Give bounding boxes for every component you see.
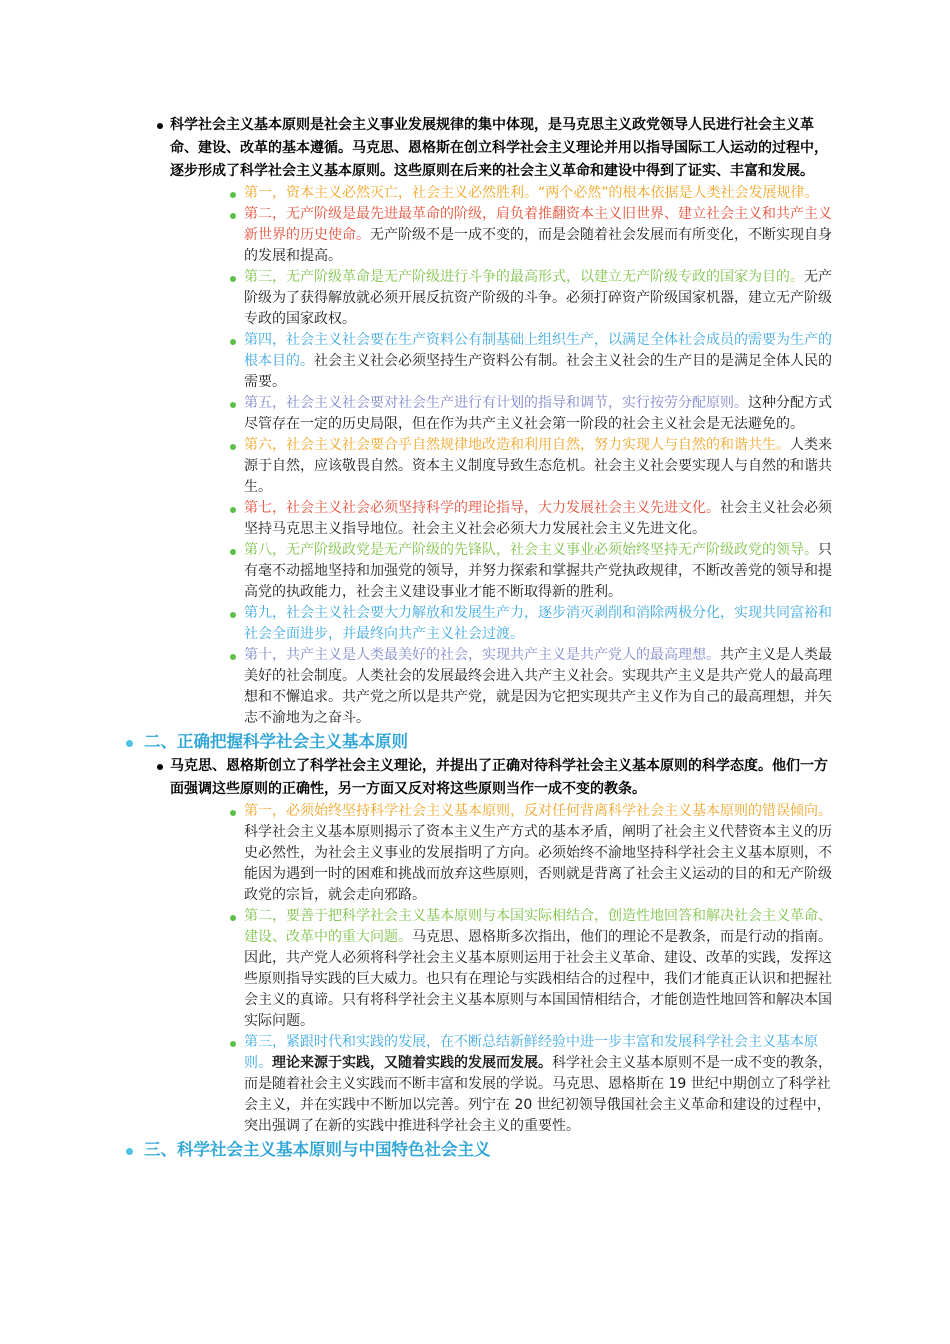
bullet-icon [157,764,163,770]
bullet-icon [230,654,236,660]
section-2-heading-item [124,729,836,755]
bullet-icon [230,1041,236,1047]
principle-text: 无产阶级为了获得解放就必须开展反抗资产阶级的斗争。必须打碎资产阶级国家机器，建立无产阶级专政的国家政权。 [244,269,832,327]
bullet-icon [230,402,236,408]
section-2-statement: 马克思、恩格斯创立了科学社会主义理论，并提出了正确对待科学社会主义基本原则的科学态度。他们一方面强调这些原则的正确性，另一方面又反对将这些原则当作一成不变的教条。 [170,758,828,797]
principle-item [170,540,836,603]
section-1-list [124,114,836,729]
attitude-lead: 第一，必须始终坚持科学社会主义基本原则，反对任何背离科学社会主义基本原则的错误倾向。 [244,803,832,819]
section-2-list [124,729,836,1137]
attitude-item [170,801,836,906]
section-3-heading-item [124,1137,836,1163]
attitude-list [170,801,836,1137]
bullet-icon [230,213,236,219]
principle-item [170,204,836,267]
principle-lead: 第四，社会主义社会要在生产资料公有制基础上组织生产，以满足全体社会成员的需要为生产的根本目的。 [244,332,832,369]
principle-item [170,603,836,645]
attitude-item [170,906,836,1032]
bullet-icon [126,740,133,747]
principle-text: 无产阶级不是一成不变的，而是会随着社会发展而有所变化，不断实现自身的发展和提高。 [244,227,832,264]
principle-text: 这种分配方式尽管存在一定的历史局限，但在作为共产主义社会第一阶段的社会主义社会是无法避免的。 [244,395,832,432]
bullet-icon [230,507,236,513]
principle-item [170,393,836,435]
principle-item [170,435,836,498]
attitude-lead: 第二，要善于把科学社会主义基本原则与本国实际相结合，创造性地回答和解决社会主义革命、建设、改革中的重大问题。 [244,908,832,945]
principle-item [170,498,836,540]
bullet-icon [230,444,236,450]
principle-lead: 第八，无产阶级政党是无产阶级的先锋队，社会主义事业必须始终坚持无产阶级政党的领导。 [244,542,818,558]
bullet-icon [230,915,236,921]
principle-lead: 第一，资本主义必然灭亡，社会主义必然胜利。“两个必然”的根本依据是人类社会发展规律。 [244,185,819,201]
attitude-item [170,1032,836,1137]
principle-item [170,183,836,204]
bullet-icon [126,1148,133,1155]
principle-item [170,267,836,330]
principles-list [170,183,836,729]
bullet-icon [230,810,236,816]
principle-lead: 第十，共产主义是人类最美好的社会，实现共产主义是共产党人的最高理想。 [244,647,720,663]
principle-item [170,645,836,729]
principle-text: 社会主义社会必须坚持生产资料公有制。社会主义社会的生产目的是满足全体人民的需要。 [244,353,832,390]
statement-item [124,755,836,1137]
attitude-text: 马克思、恩格斯多次指出，他们的理论不是教条，而是行动的指南。因此，共产党人必须将科学社会主义基本原则运用于社会主义革命、建设、改革的实践，发挥这些原则指导实践的巨大威力。也只有在理论与实践相结合的过程中，我们才能真正认识和把握社会主义的真谛。只有将科学社会主义基本原则与本国国情相结合，才能创造性地回答和解决本国实际问题。 [244,929,832,1029]
principle-text: 共产主义是人类最美好的社会制度。人类社会的发展最终会进入共产主义社会。实现共产主义是共产党人的最高理想和不懈追求。共产党之所以是共产党，就是因为它把实现共产主义作为自己的最高理想，并矢志不渝地为之奋斗。 [244,647,832,726]
bullet-icon [230,549,236,555]
principle-item [170,330,836,393]
principle-text: 人类来源于自然，应该敬畏自然。资本主义制度导致生态危机。社会主义社会要实现人与自然的和谐共生。 [244,437,832,495]
principle-lead: 第二，无产阶级是最先进最革命的阶级，肩负着推翻资本主义旧世界、建立社会主义和共产主义新世界的历史使命。 [244,206,832,243]
attitude-lead: 第三，紧跟时代和实践的发展，在不断总结新鲜经验中进一步丰富和发展科学社会主义基本原则。 [244,1034,818,1071]
section-1-statement: 科学社会主义基本原则是社会主义事业发展规律的集中体现，是马克思主义政党领导人民进行社会主义革命、建设、改革的基本遵循。马克思、恩格斯在创立科学社会主义理论并用以指导国际工人运动的过程中，逐步形成了科学社会主义基本原则。这些原则在后来的社会主义革命和建设中得到了证实、丰富和发展。 [170,117,828,179]
attitude-text: 科学社会主义基本原则揭示了资本主义生产方式的基本矛盾，阐明了社会主义代替资本主义的历史必然性，为社会主义事业的发展指明了方向。必须始终不渝地坚持科学社会主义基本原则，不能因为遇到一时的困难和挑战而放弃这些原则，否则就是背离了社会主义运动的目的和无产阶级政党的宗旨，就会走向邪路。 [244,824,832,903]
outline-content [124,114,836,1163]
principle-text: 只有毫不动摇地坚持和加强党的领导，并努力探索和掌握共产党执政规律，不断改善党的领导和提高党的执政能力，社会主义建设事业才能不断取得新的胜利。 [244,542,832,600]
bullet-icon [230,339,236,345]
bullet-icon [230,276,236,282]
attitude-text: 科学社会主义基本原则不是一成不变的教条，而是随着社会主义实践而不断丰富和发展的学说。马克思、恩格斯在 19 世纪中期创立了科学社会主义，并在实践中不断加以完善。列宁在 20 世纪初领导俄国社会主义革命和建设的过程中，突出强调了在新的实践中推进科学社会主义的重要性。 [244,1055,832,1134]
bullet-icon [157,123,163,129]
principle-lead: 第六，社会主义社会要合乎自然规律地改造和利用自然，努力实现人与自然的和谐共生。 [244,437,790,453]
bullet-icon [230,612,236,618]
statement-item [124,114,836,729]
principle-lead: 第五，社会主义社会要对社会生产进行有计划的指导和调节，实行按劳分配原则。 [244,395,748,411]
principle-text: 社会主义社会必须坚持马克思主义指导地位。社会主义社会必须大力发展社会主义先进文化。 [244,500,832,537]
bullet-icon [230,192,236,198]
principle-lead: 第九，社会主义社会要大力解放和发展生产力，逐步消灭剥削和消除两极分化，实现共同富裕和社会全面进步，并最终向共产主义社会过渡。 [244,605,832,642]
attitude-bold: 理论来源于实践，又随着实践的发展而发展。 [272,1055,552,1071]
section-2-heading: 二、正确把握科学社会主义基本原则 [144,732,408,751]
principle-lead: 第七，社会主义社会必须坚持科学的理论指导，大力发展社会主义先进文化。 [244,500,720,516]
section-3-heading: 三、科学社会主义基本原则与中国特色社会主义 [144,1140,491,1159]
principle-lead: 第三，无产阶级革命是无产阶级进行斗争的最高形式，以建立无产阶级专政的国家为目的。 [244,269,804,285]
section-3-list [124,1137,836,1163]
